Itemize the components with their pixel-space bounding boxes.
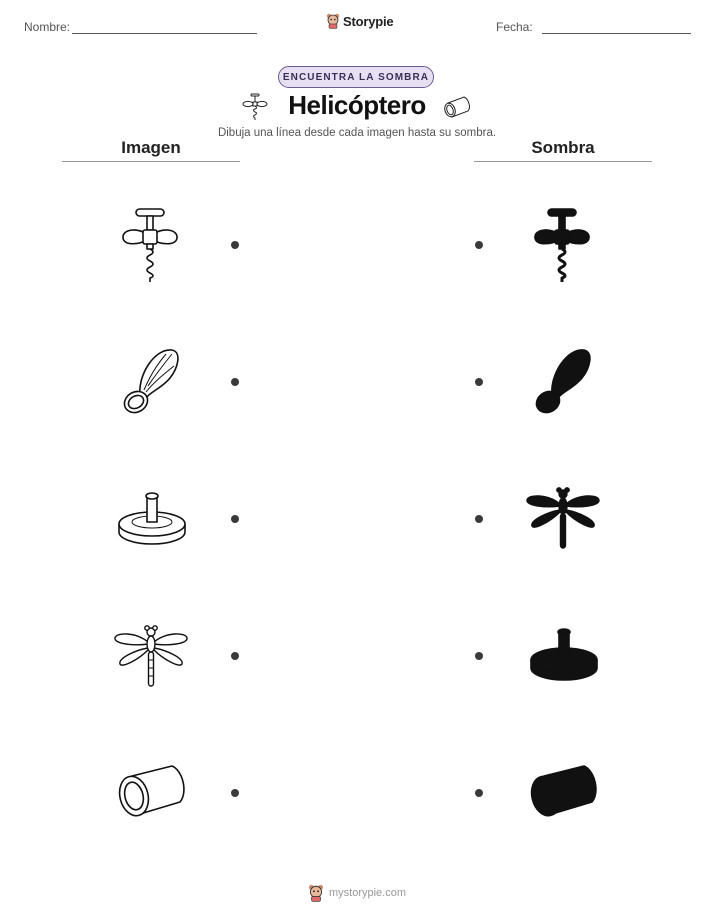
shadow-dot-3[interactable] bbox=[475, 515, 483, 523]
dragonfly-icon[interactable] bbox=[112, 622, 190, 690]
image-dot-4[interactable] bbox=[231, 652, 239, 660]
activity-badge: ENCUENTRA LA SOMBRA bbox=[278, 66, 434, 88]
cork-image-icon[interactable] bbox=[114, 762, 188, 822]
name-label: Nombre: bbox=[24, 20, 71, 34]
brand-name: Storypie bbox=[343, 13, 394, 29]
shadow-dot-2[interactable] bbox=[475, 378, 483, 386]
date-field[interactable] bbox=[542, 33, 691, 34]
column-underline-left bbox=[62, 161, 240, 162]
storypie-mascot-icon bbox=[326, 13, 340, 29]
column-header-image: Imagen bbox=[121, 138, 181, 157]
column-underline-right bbox=[474, 161, 652, 162]
spinning-top-icon[interactable] bbox=[114, 490, 190, 550]
cork-shadow[interactable] bbox=[526, 762, 600, 822]
dragonfly-shadow[interactable] bbox=[524, 484, 602, 552]
image-dot-1[interactable] bbox=[231, 241, 239, 249]
page-title: Helicóptero bbox=[288, 90, 426, 120]
image-dot-5[interactable] bbox=[231, 789, 239, 797]
storypie-mascot-icon bbox=[308, 884, 324, 902]
shadow-dot-1[interactable] bbox=[475, 241, 483, 249]
cork-icon bbox=[442, 95, 472, 119]
corkscrew-shadow[interactable] bbox=[530, 205, 596, 285]
name-field[interactable] bbox=[72, 33, 257, 34]
samara-seed-icon[interactable] bbox=[118, 346, 184, 418]
shadow-dot-4[interactable] bbox=[475, 652, 483, 660]
image-dot-2[interactable] bbox=[231, 378, 239, 386]
corkscrew-image-icon[interactable] bbox=[118, 205, 184, 285]
samara-seed-shadow[interactable] bbox=[530, 346, 596, 418]
instructions: Dibuja una línea desde cada imagen hasta su sombra. bbox=[217, 127, 497, 139]
spinning-top-shadow[interactable] bbox=[526, 626, 602, 686]
footer-url[interactable]: mystorypie.com bbox=[329, 887, 407, 899]
date-label: Fecha: bbox=[496, 20, 533, 34]
shadow-dot-5[interactable] bbox=[475, 789, 483, 797]
brand-logo bbox=[326, 13, 393, 29]
footer bbox=[308, 884, 406, 902]
column-header-shadow: Sombra bbox=[531, 138, 595, 157]
image-dot-3[interactable] bbox=[231, 515, 239, 523]
